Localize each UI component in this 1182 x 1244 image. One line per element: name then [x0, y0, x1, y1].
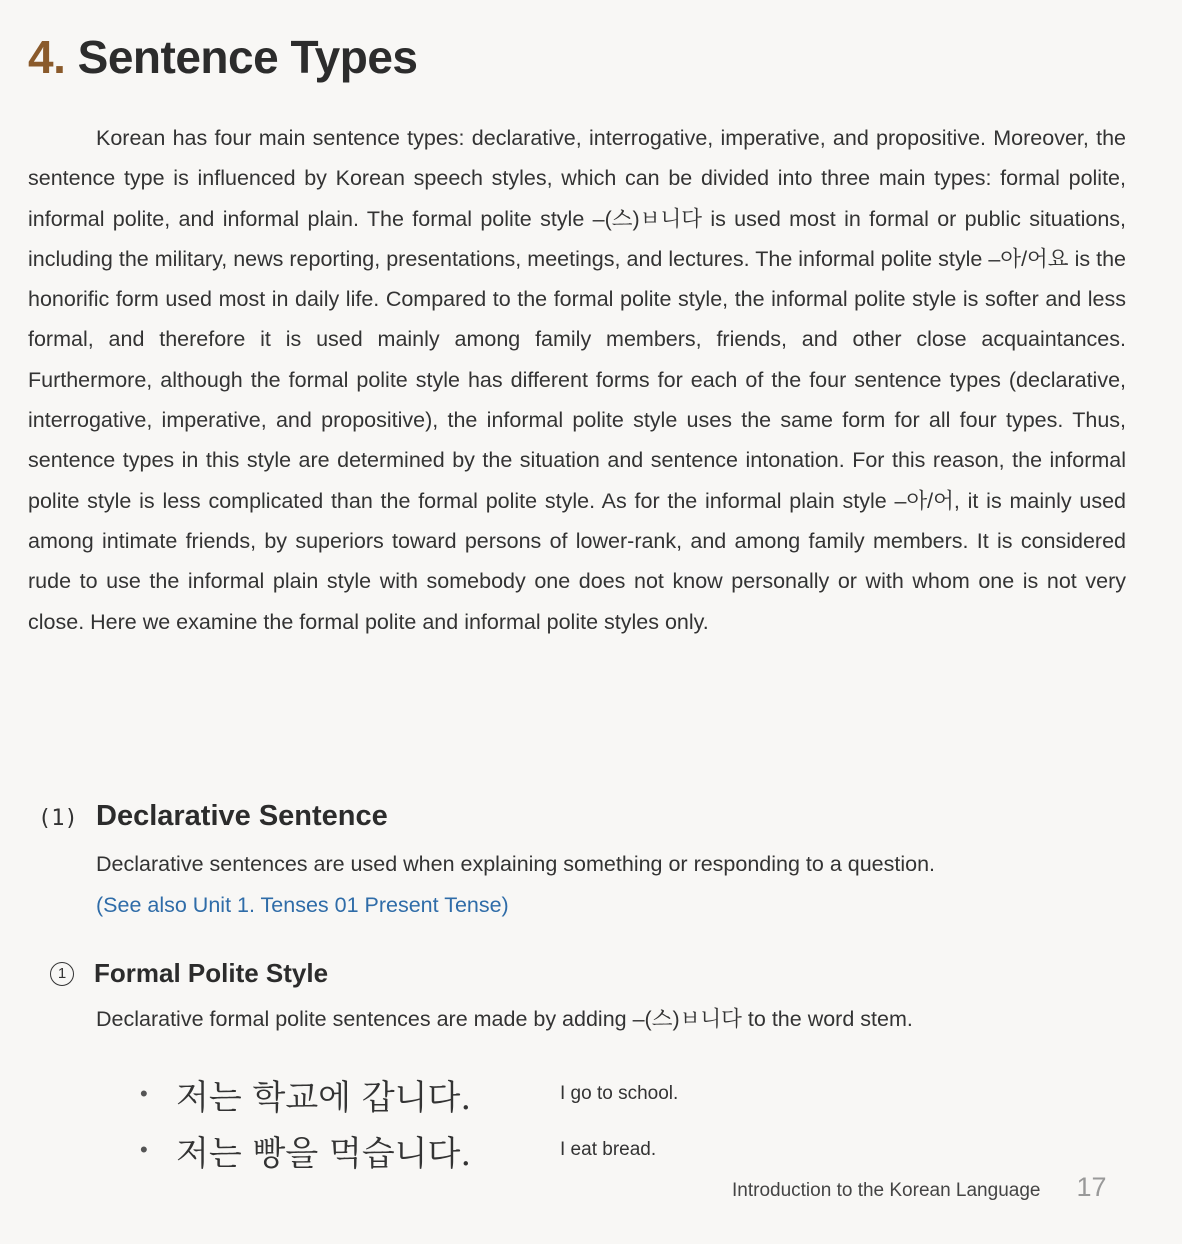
example-list	[140, 1066, 678, 1178]
see-also-link[interactable]: (See also Unit 1. Tenses 01 Present Tense)	[96, 893, 509, 917]
title-text: Sentence Types	[77, 31, 418, 83]
circled-number: 1	[50, 962, 74, 986]
style-title: Formal Polite Style	[94, 958, 329, 988]
page-footer	[732, 1172, 1107, 1203]
intro-paragraph	[28, 118, 1126, 642]
book-title: Introduction to the Korean Language	[732, 1180, 1041, 1201]
bullet-icon: •	[140, 1137, 148, 1162]
example-item	[140, 1122, 678, 1178]
style-heading	[50, 958, 328, 989]
section-heading	[38, 800, 388, 833]
english-translation: I go to school.	[560, 1083, 679, 1104]
style-description: Declarative formal polite sentences are made by adding –(스)ㅂ니다 to the word stem.	[96, 1007, 913, 1031]
korean-sentence: 저는 빵을 먹습니다.	[176, 1133, 472, 1174]
section-description: Declarative sentences are used when explaining something or responding to a question.	[96, 852, 936, 876]
korean-sentence: 저는 학교에 갑니다.	[176, 1077, 472, 1118]
page-number: 17	[1076, 1172, 1107, 1202]
section-title: Declarative Sentence	[96, 800, 388, 832]
bullet-icon: •	[140, 1081, 148, 1106]
title-number: 4.	[28, 31, 66, 83]
example-item	[140, 1066, 678, 1122]
intro-text: Korean has four main sentence types: declarative, interrogative, imperative, and propositive. Moreover, the sentence type is influenced by Korean speech styles, which can be divided into three main types: formal polite, informal polite, and informal plain. The formal polite style –(스)ㅂ니다 is used most in formal or public situations, including the military, news reporting, presentations, meetings, and lectures. The informal polite style –아/어요 is the honorific form used most in daily life. Compared to the formal polite style, the informal polite style is softer and less formal, and therefore it is used mainly among family members, friends, and other close acquaintances. Furthermore, although the formal polite style has different forms for each of the four sentence types (declarative, interrogative, imperative, and propositive), the informal polite style uses the same form for all four types. Thus, sentence types in this style are determined by the situation and sentence intonation. For this reason, the informal polite style is less complicated than the formal polite style. As for the informal plain style –아/어, it is mainly used among intimate friends, by superiors toward persons of lower-rank, and among family members. It is considered rude to use the informal plain style with somebody one does not know personally or with whom one is not very close. Here we examine the formal polite and informal polite styles only.	[28, 126, 1126, 634]
section-number: (1)	[38, 806, 78, 831]
page-title	[28, 30, 418, 84]
english-translation: I eat bread.	[560, 1139, 657, 1160]
